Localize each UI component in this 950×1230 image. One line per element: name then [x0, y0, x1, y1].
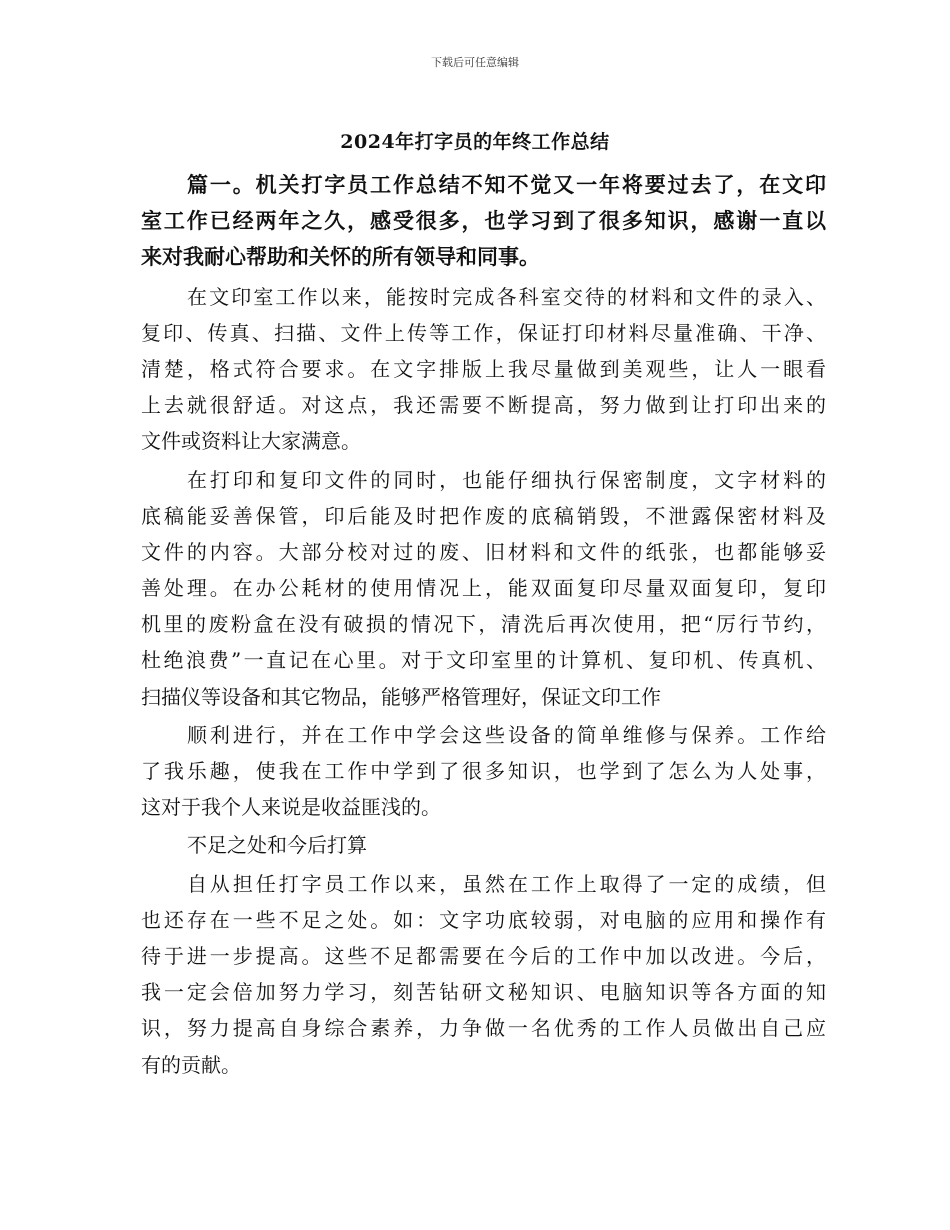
paragraph-line: 杜绝浪费”一直记在心里。对于文印室里的计算机、复印机、传真机、 [141, 648, 826, 673]
paragraph-line: 在打印和复印文件的同时，也能仔细执行保密制度，文字材料的 [187, 467, 826, 492]
paragraph-line: 也还存在一些不足之处。如：文字功底较弱，对电脑的应用和操作有 [141, 907, 826, 932]
bold-intro-paragraph [141, 167, 826, 276]
paragraph-line: 文件或资料让大家满意。 [141, 429, 361, 454]
paragraph-line: 自从担任打字员工作以来，虽然在工作上取得了一定的成绩，但 [187, 871, 826, 896]
paragraph-line: 上去就很舒适。对这点，我还需要不断提高，努力做到让打印出来的 [141, 393, 826, 418]
paragraph-line: 识，努力提高自身综合素养，力争做一名优秀的工作人员做出自己应 [141, 1016, 826, 1041]
paragraph-line: 来对我耐心帮助和关怀的所有领导和同事。 [141, 244, 540, 270]
body-paragraph [141, 462, 826, 715]
paragraph-line: 这对于我个人来说是收益匪浅的。 [141, 795, 441, 820]
paragraph-line: 机里的废粉盒在没有破损的情况下，清洗后再次使用，把“厉行节约， [141, 612, 826, 637]
page-header: 下载后可任意编辑 [431, 56, 519, 69]
paragraph-line: 室工作已经两年之久，感受很多，也学习到了很多知识，感谢一直以 [141, 208, 826, 234]
paragraph-line: 底稿能妥善保管，印后能及时把作废的底稿销毁，不泄露保密材料及 [141, 503, 826, 528]
paragraph-line: 复印、传真、扫描、文件上传等工作，保证打印材料尽量准确、干净、 [141, 320, 826, 345]
paragraph-line: 在文印室工作以来，能按时完成各科室交待的材料和文件的录入、 [187, 284, 826, 309]
paragraph-line: 善处理。在办公耗材的使用情况上，能双面复印尽量双面复印，复印 [141, 576, 826, 601]
body-paragraph [141, 717, 826, 826]
paragraph-line: 不足之处和今后打算 [187, 833, 367, 858]
body-paragraph [141, 866, 826, 1083]
paragraph-line: 顺利进行，并在工作中学会这些设备的简单维修与保养。工作给 [187, 722, 826, 747]
document-body [141, 167, 826, 1085]
paragraph-line: 有的贡献。 [141, 1052, 241, 1077]
paragraph-line: 了我乐趣，使我在工作中学到了很多知识，也学到了怎么为人处事， [141, 759, 826, 783]
paragraph-line: 我一定会倍加努力学习，刻苦钻研文秘知识、电脑知识等各方面的知 [141, 980, 826, 1005]
body-paragraph [141, 279, 826, 460]
paragraph-line: 待于进一步提高。这些不足都需要在今后的工作中加以改进。今后， [141, 943, 826, 968]
paragraph-line: 扫描仪等设备和其它物品，能够严格管理好，保证文印工作 [141, 684, 661, 709]
paragraph-line: 文件的内容。大部分校对过的废、旧材料和文件的纸张，也都能够妥 [141, 539, 826, 564]
document-title: 2024年打字员的年终工作总结 [340, 131, 610, 153]
body-paragraph [141, 827, 826, 863]
paragraph-line: 篇一。机关打字员工作总结不知不觉又一年将要过去了，在文印 [187, 172, 826, 197]
paragraph-line: 清楚，格式符合要求。在文字排版上我尽量做到美观些，让人一眼看 [141, 356, 826, 381]
